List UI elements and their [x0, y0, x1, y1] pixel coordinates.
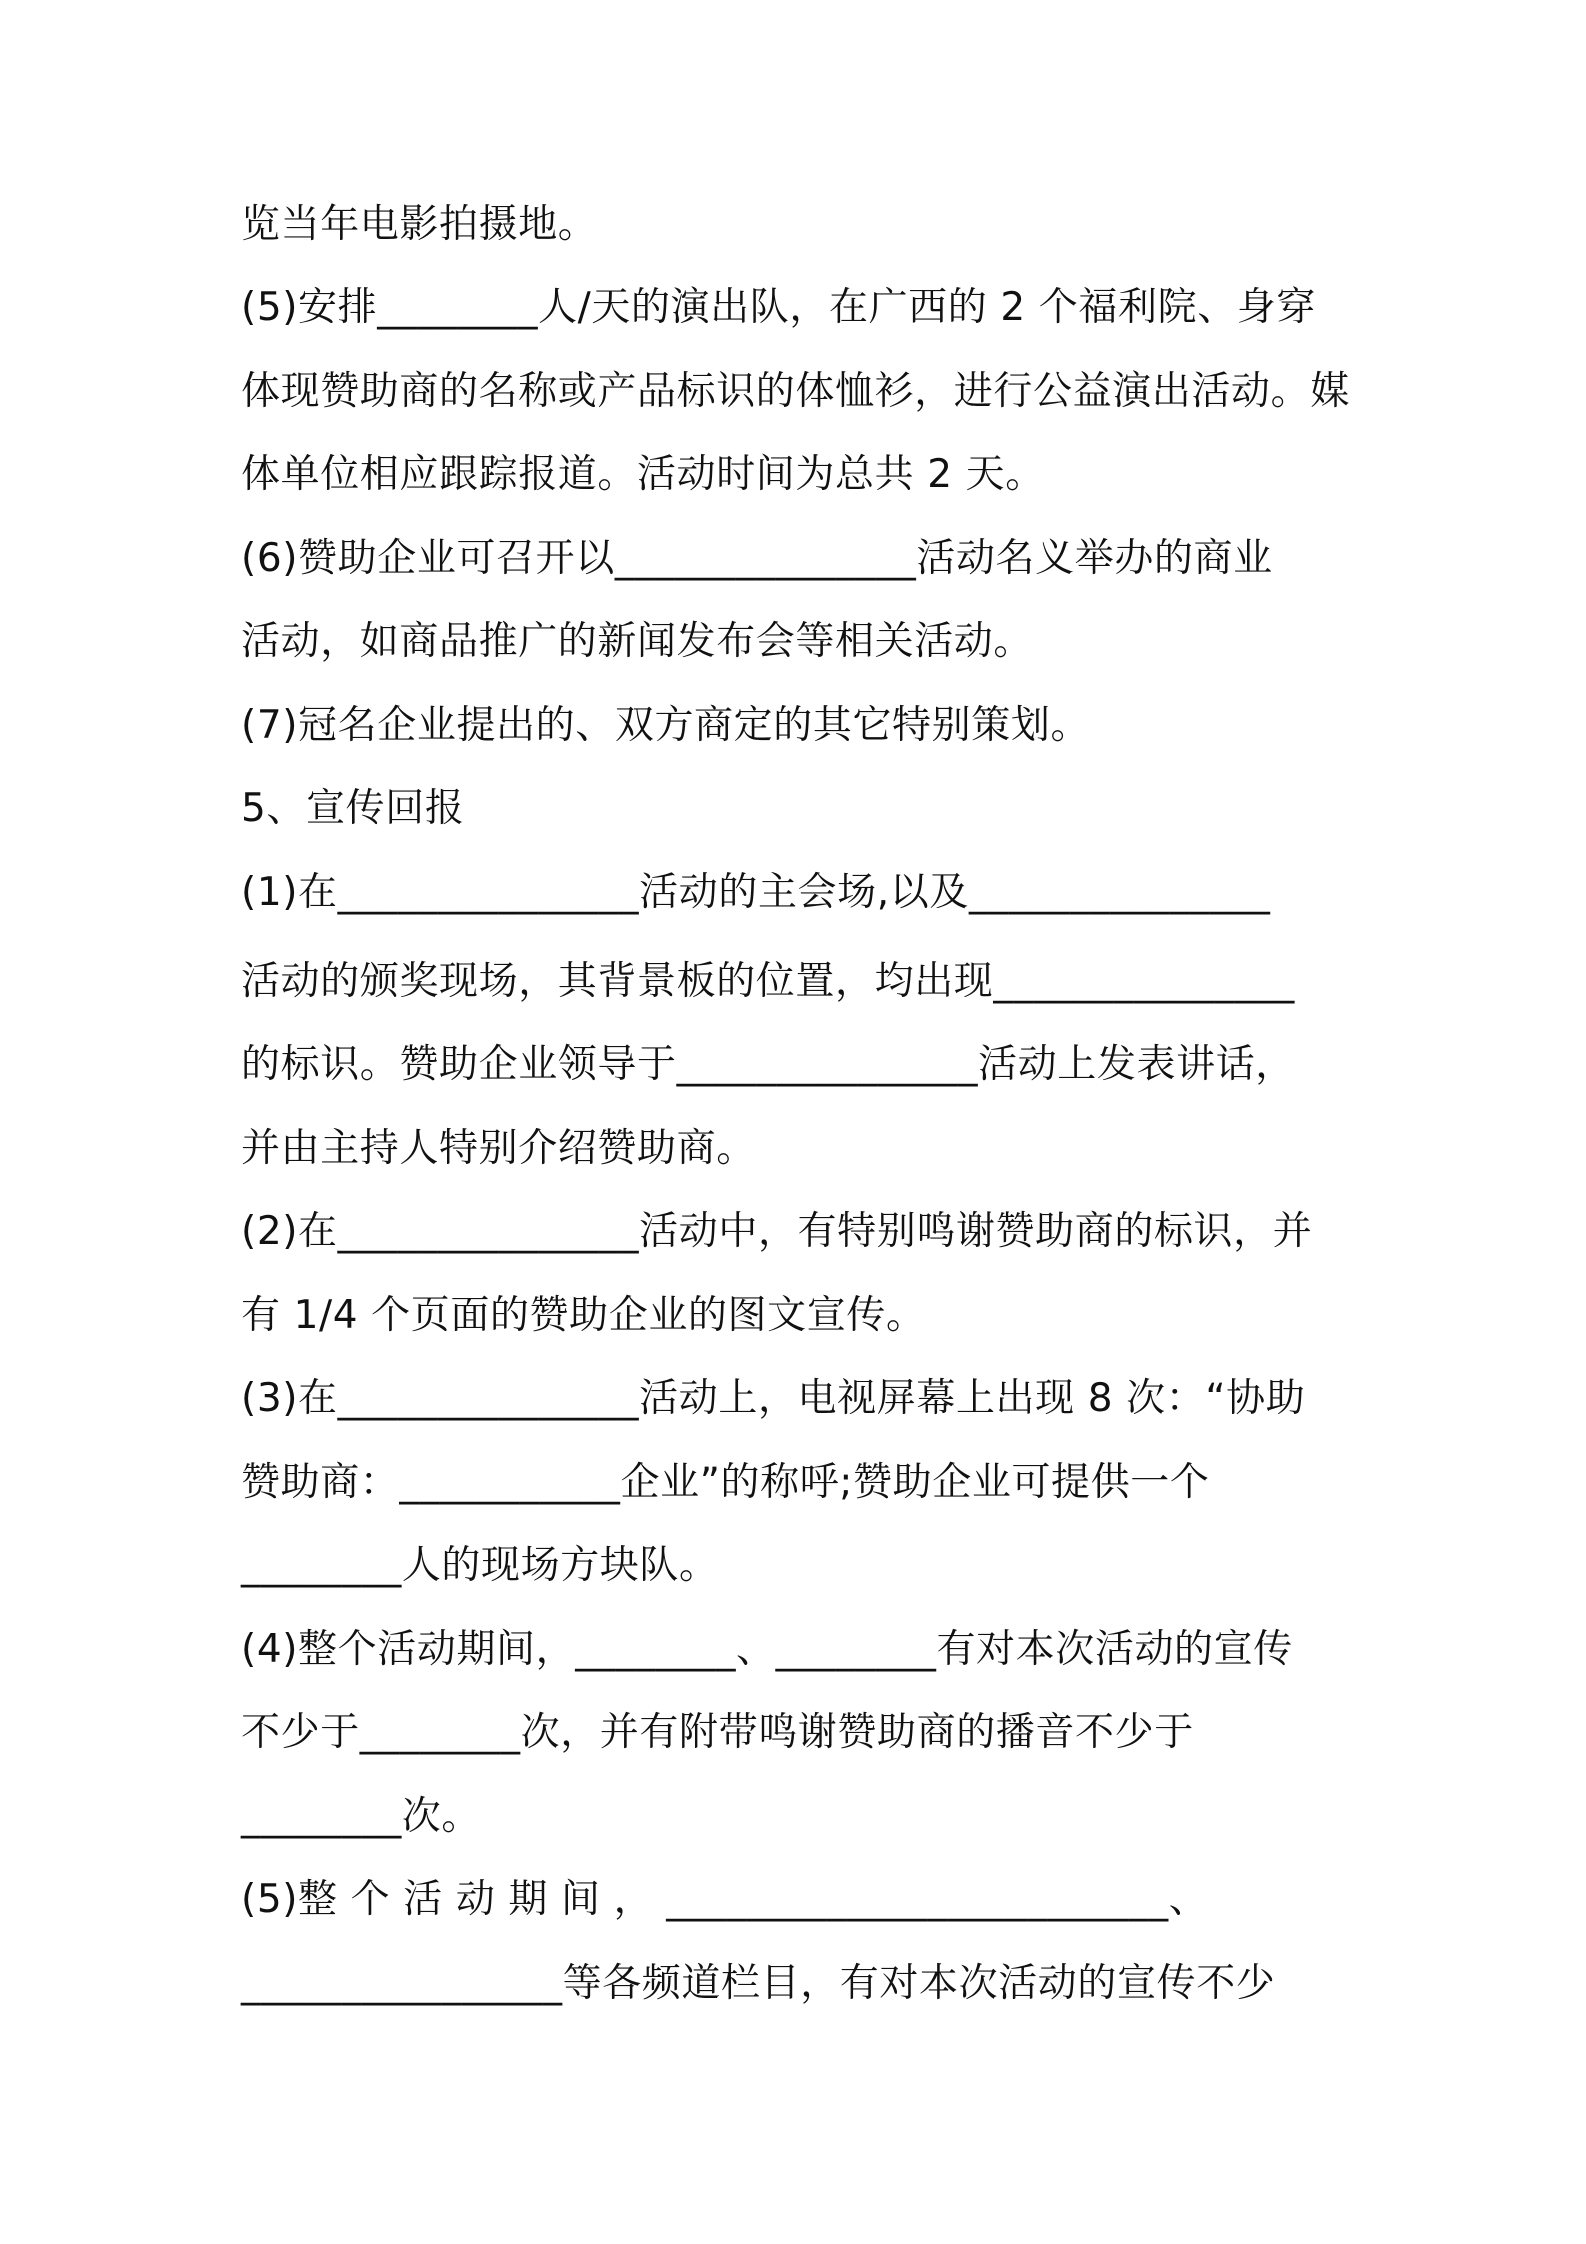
text-line: 不少于________次，并有附带鸣谢赞助商的播音不少于 — [241, 1710, 1194, 1755]
section-heading: 5、宣传回报 — [241, 786, 465, 831]
text-line: (5)安排________人/天的演出队，在广西的 2 个福利院、身穿 — [241, 285, 1316, 330]
text-line: 体单位相应跟踪报道。活动时间为总共 2 天。 — [241, 452, 1045, 497]
text-line: 览当年电影拍摄地。 — [241, 202, 598, 247]
text-line: ________次。 — [241, 1794, 481, 1839]
text-line: ________________等各频道栏目，有对本次活动的宣传不少 — [241, 1961, 1276, 2006]
text-line: (7)冠名企业提出的、双方商定的其它特别策划。 — [241, 703, 1091, 748]
text-line: (5)整 个 活 动 期 间 ， _________________________、 — [241, 1877, 1209, 1922]
text-line: (3)在_______________活动上，电视屏幕上出现 8 次：“协助 — [241, 1376, 1306, 1421]
text-line: 的标识。赞助企业领导于_______________活动上发表讲话， — [241, 1042, 1295, 1087]
text-line: 并由主持人特别介绍赞助商。 — [241, 1126, 756, 1171]
text-line: 活动，如商品推广的新闻发布会等相关活动。 — [241, 619, 1034, 664]
text-line: (4)整个活动期间，________、________有对本次活动的宣传 — [241, 1627, 1293, 1672]
text-line: 体现赞助商的名称或产品标识的体恤衫，进行公益演出活动。媒 — [241, 369, 1350, 414]
text-line: (2)在_______________活动中，有特别鸣谢赞助商的标识，并 — [241, 1209, 1313, 1254]
text-line: 有 1/4 个页面的赞助企业的图文宣传。 — [241, 1293, 926, 1338]
text-line: (6)赞助企业可召开以_______________活动名义举办的商业 — [241, 536, 1273, 581]
text-line: 赞助商：___________企业”的称呼;赞助企业可提供一个 — [241, 1460, 1210, 1505]
text-line: 活动的颁奖现场，其背景板的位置，均出现_______________ — [241, 959, 1295, 1004]
text-line: ________人的现场方块队。 — [241, 1543, 719, 1588]
text-line: (1)在_______________活动的主会场,以及_______________ — [241, 870, 1271, 915]
